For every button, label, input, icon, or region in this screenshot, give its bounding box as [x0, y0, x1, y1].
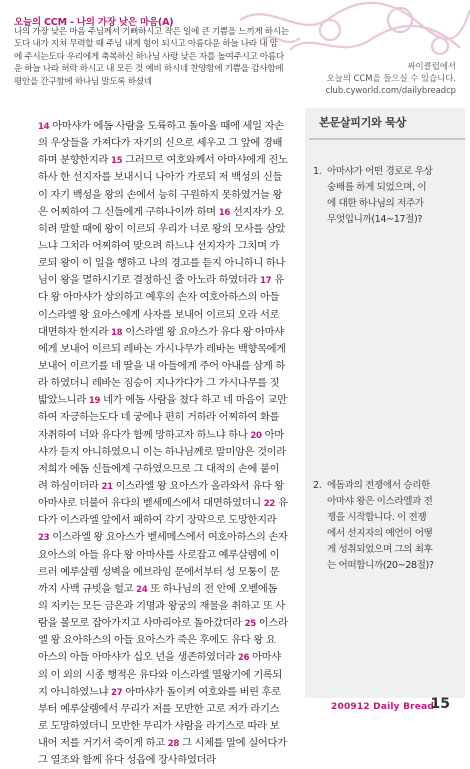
- verse-text: 또 하나님의 전 안에 오벧에돔: [147, 582, 278, 595]
- verse-text: 아마: [261, 428, 284, 441]
- question-number: 1.: [313, 166, 322, 177]
- verse-number: 23: [38, 533, 50, 544]
- question-line: 아마샤가 어떤 경로로 우상: [327, 166, 433, 177]
- verse-text: 은 어찌하여 그 신들에게 구하나이까 하며: [38, 205, 219, 218]
- ccm-lyrics: [14, 26, 304, 88]
- scripture-line: [38, 667, 300, 684]
- scripture-line: [38, 135, 300, 152]
- footer-issue: [331, 702, 434, 712]
- lyrics-line: 운 하늘 나라 허락 하시고 내 모든 것 예비 하시네 찬양함에 기쁨을 감사함에: [14, 64, 284, 75]
- verse-text: 아마샤가 에돔 사람을 도륙하고 돌아올 때에 세일 자손: [49, 120, 284, 132]
- scripture-line: [38, 392, 300, 409]
- verse-text: 저희가 에돔 신들에게 구하였으므로 그 대적의 손에 붙이: [38, 462, 280, 475]
- verse-text: 의 우상들을 가져다가 자기의 신으로 세우고 그 앞에 경배: [38, 137, 283, 150]
- verse-number: 21: [101, 481, 113, 492]
- verse-text: 부터 예루살렘에서 무리가 저를 모반한 고로 저가 라기스: [38, 702, 280, 715]
- issue-date: 200912: [331, 702, 370, 712]
- question-line: 게 성취되었으며 그의 최후: [327, 544, 433, 555]
- scripture-line: [38, 461, 300, 478]
- question-1: [313, 164, 461, 228]
- verse-text: 다 왕 아마샤가 상의하고 예후의 손자 여호아하스의 아들: [38, 291, 280, 304]
- verse-text: 아스의 아들 아마샤가 십오 년을 생존하였더라: [38, 651, 238, 664]
- verse-text: 선지자가 오: [229, 205, 284, 218]
- question-line: 무엇입니까(14~17절)?: [327, 214, 423, 225]
- meditation-sidebar: [305, 108, 465, 698]
- verse-text: 이스라엘 왕 요아스가 올라와서 유다 왕: [112, 479, 284, 492]
- verse-text: 의 이 외의 시종 행적은 유다와 이스라엘 열왕기에 기록되: [38, 668, 283, 681]
- scripture-line: [38, 632, 300, 649]
- scripture-line: [38, 152, 300, 169]
- lyrics-line: 나의 가장 낮은 마음 주님께서 기뻐하시고 작은 일에 큰 기쁨을 느끼게 하시는: [14, 27, 289, 37]
- verse-text: 히려 말할 때에 왕이 이르되 우리가 너로 왕의 모사를 삼았: [38, 222, 286, 235]
- verse-text: 아마샤가 돌이켜 여호와를 버린 후로: [122, 685, 281, 698]
- scripture-line: [38, 547, 300, 564]
- verse-text: 요아스의 아들 유다 왕 아마샤를 사로잡고 예루살렘에 이: [38, 548, 280, 561]
- verse-text: 님이 왕을 멸하시기로 결정하신 줄 아노라 하였더라: [38, 274, 260, 287]
- question-line: 아마샤 왕은 이스라엘과 전: [327, 496, 433, 507]
- scripture-line: [38, 341, 300, 358]
- verse-text: 자취하여 너와 유다가 함께 망하고자 하느냐 하나: [38, 428, 251, 441]
- scripture-line: [38, 169, 300, 186]
- verse-text: 샤가 듣지 아니하였으니 이는 하나님께로 말미암은 것이라: [38, 445, 286, 458]
- verse-text: 대면하자 한지라: [38, 325, 112, 338]
- verse-text: 밟았느니라: [38, 394, 89, 407]
- verse-number: 17: [260, 276, 272, 287]
- verse-text: 이스라엘 왕 요아스에게 사자를 보내어 이르되 오라 서로: [38, 308, 280, 321]
- scripture-line: [38, 427, 300, 444]
- verse-text: 아마샤로 더불어 유다의 벧세메스에서 대면하였더니: [38, 497, 264, 510]
- verse-number: 25: [244, 619, 256, 630]
- question-number: 2.: [313, 480, 322, 491]
- scripture-line: [38, 701, 300, 718]
- verse-text: 느냐 그치라 어찌하여 맞으려 하느냐 선지자가 그치며 가: [38, 239, 280, 252]
- verse-number: 19: [88, 396, 101, 407]
- verse-text: 로 도망하였더니 모반한 무리가 사람을 라기스로 따라 보: [38, 719, 280, 732]
- scripture-line: [38, 649, 300, 666]
- verse-text: 그러므로 여호와께서 아마샤에게 진노: [122, 154, 288, 167]
- ccm-title: 오늘의 CCM - 나의 가장 낮은 마음(A): [14, 17, 174, 28]
- verse-text: 이 자기 백성을 왕의 손에서 능히 구원하지 못하였거늘 왕: [38, 188, 283, 201]
- verse-text: 엘 왕 요아하스의 아들 요아스가 죽은 후에도 유다 왕 요: [38, 634, 276, 647]
- verse-text: 이스라엘 왕 요아스가 벧세메스에서 여호아하스의 손자: [49, 531, 288, 544]
- verse-text: 이스라엘 왕 요아스가 유다 왕 아마샤: [122, 325, 284, 338]
- verse-text: 람을 볼모로 잡아가지고 사마리아로 돌아갔더라: [38, 617, 245, 630]
- cyworld-url[interactable]: club.cyworld.com/dailybreadcp: [325, 85, 456, 95]
- verse-number: 22: [263, 499, 276, 510]
- scripture-line: [38, 478, 300, 495]
- verse-text: 지 아니하였느냐: [38, 685, 112, 698]
- page-number: 15: [430, 696, 450, 712]
- scripture-line: [38, 118, 300, 135]
- verse-number: 26: [237, 653, 250, 664]
- verse-text: 로되 왕이 이 일을 행하고 나의 경고를 듣지 아니하니 하나: [38, 257, 286, 270]
- verse-text: 하사 한 선지자를 보내시니 나아가 가로되 저 백성의 신들: [38, 171, 283, 184]
- verse-text: 라 하였더니 레바논 짐승이 지나가다가 그 가시나무를 짓: [38, 377, 280, 390]
- verse-text: 그 열조와 함께 유다 성읍에 장사하였더라: [38, 754, 216, 767]
- scripture-line: [38, 255, 300, 272]
- verse-text: 이스라: [255, 617, 288, 630]
- scripture-line: [38, 358, 300, 375]
- scripture-line: [38, 444, 300, 461]
- verse-text: 까지 사백 규빗을 헐고: [38, 582, 137, 595]
- verse-text: 내어 저를 거기서 죽이게 하고: [38, 737, 168, 750]
- lyrics-line: 에 주시는도다 우리에게 축복하신 하나님 사랑 낮은 자를 높여주시고 아름다: [14, 51, 284, 62]
- verse-number: 24: [136, 584, 148, 595]
- question-line: 숭배를 하게 되었으며, 이: [327, 182, 427, 193]
- brand-name: Daily Bread: [373, 702, 434, 712]
- lyrics-line: 평안을 간구함에 하나님 말도록 하셨네: [14, 76, 152, 87]
- verse-number: 15: [111, 156, 123, 167]
- verse-text: 유: [271, 274, 284, 287]
- scripture-line: [38, 581, 300, 598]
- question-line: 에서 선지자의 예언이 어떻: [327, 528, 433, 539]
- question-line: 는 어떠합니까(20~28절)?: [327, 560, 434, 571]
- sidebar-header: [309, 108, 465, 140]
- scripture-line: [38, 615, 300, 632]
- verse-text: 그 시체를 말에 실어다가: [179, 737, 287, 750]
- verse-number: 18: [111, 327, 123, 338]
- scripture-line: [38, 718, 300, 735]
- scripture-line: [38, 529, 300, 546]
- ccm-banner: [0, 0, 470, 110]
- scripture-line: [38, 512, 300, 529]
- cyworld-line: 오늘의 CCM을 들으실 수 있습니다.: [326, 73, 456, 83]
- verse-text: 에게 보내어 이르되 레바논 가시나무가 레바논 백향목에게: [38, 342, 286, 355]
- scripture-line: [38, 272, 300, 289]
- scripture-line: [38, 187, 300, 204]
- verse-text: 려 하심이더라: [38, 479, 102, 492]
- verse-text: 하여 자긍하는도다 네 궁에나 편히 거하라 어찌하여 화를: [38, 411, 280, 424]
- cyworld-notice: [326, 60, 456, 96]
- scripture-line: [38, 735, 300, 752]
- scripture-line: [38, 495, 300, 512]
- scripture-line: [38, 289, 300, 306]
- question-2: [313, 478, 461, 574]
- lyrics-line: 도다 내가 지쳐 무력할 때 주님 내게 힘이 되시고 아름다운 하늘 나라 내 맘: [14, 39, 278, 50]
- scripture-passage: [38, 118, 300, 769]
- verse-number: 20: [250, 430, 262, 441]
- cyworld-line: 싸이클럽에서: [407, 61, 456, 71]
- verse-text: 유: [275, 497, 288, 510]
- verse-number: 28: [167, 739, 180, 750]
- question-line: 쟁을 시작합니다. 이 전쟁: [327, 512, 427, 523]
- verse-number: 27: [111, 687, 123, 698]
- scripture-line: [38, 564, 300, 581]
- scripture-line: [38, 752, 300, 769]
- verse-text: 아마샤: [249, 651, 281, 664]
- question-line: 에돔과의 전쟁에서 승리한: [327, 480, 430, 491]
- sidebar-title: 본문살피기와 묵상: [319, 116, 407, 129]
- scripture-line: [38, 684, 300, 701]
- verse-text: 의 지키는 모든 금은과 기명과 왕궁의 재물을 취하고 또 사: [38, 599, 286, 612]
- verse-number: 16: [218, 207, 230, 218]
- scripture-line: [38, 204, 300, 221]
- scripture-line: [38, 307, 300, 324]
- scripture-line: [38, 221, 300, 238]
- verse-text: 다가 이스라엘 앞에서 패하여 각기 장막으로 도망한지라: [38, 514, 277, 527]
- scripture-line: [38, 375, 300, 392]
- scripture-line: [38, 409, 300, 426]
- verse-text: 네가 에돔 사람을 쳤다 하고 네 마음이 교만: [100, 394, 287, 407]
- scripture-line: [38, 598, 300, 615]
- question-line: 에 대한 하나님의 저주가: [327, 198, 424, 209]
- verse-text: 보내어 이르기를 네 딸을 내 아들에게 주어 아내를 삼게 하: [38, 359, 286, 372]
- verse-text: 하며 분향한지라: [38, 154, 112, 167]
- verse-text: 르러 예루살렘 성벽을 에브라임 문에서부터 성 모퉁이 문: [38, 565, 280, 578]
- verse-number: 14: [38, 122, 50, 132]
- scripture-line: [38, 238, 300, 255]
- scripture-line: [38, 324, 300, 341]
